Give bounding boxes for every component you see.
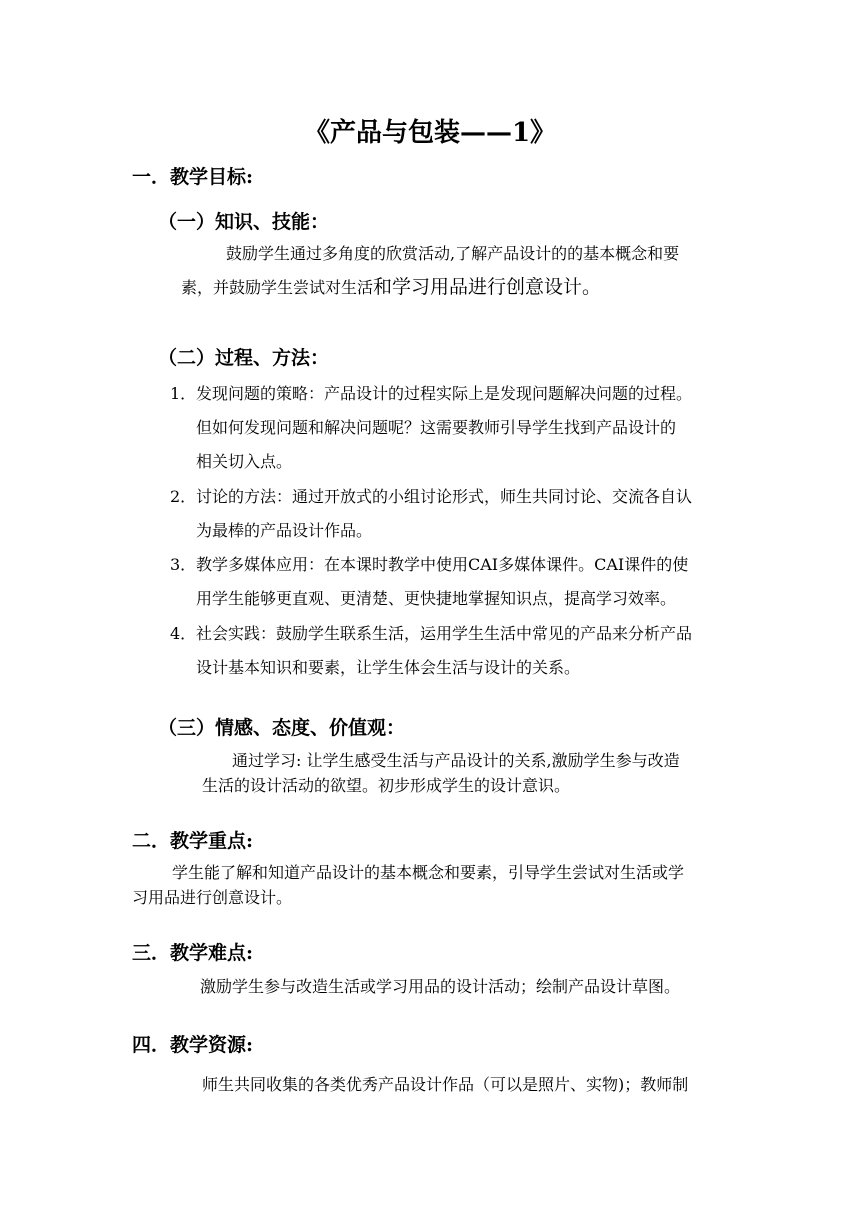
paragraph-line: 学生能了解和知道产品设计的基本概念和要素，引导学生尝试对生活或学 [172, 863, 685, 882]
list-item-line: 为最棒的产品设计作品。 [196, 521, 373, 540]
list-item-line: 用学生能够更直观、更清楚、更快捷地掌握知识点，提高学习效率。 [196, 589, 677, 608]
subsection-heading-attitudes-values: （三）情感、态度、价值观： [158, 717, 406, 739]
list-item-line: 社会实践：鼓励学生联系生活，运用学生生活中常见的产品来分析产品 [196, 624, 693, 643]
subsection-heading-process-methods: （二）过程、方法： [158, 347, 330, 369]
list-item-line: 讨论的方法：通过开放式的小组讨论形式，师生共同讨论、交流各自认 [196, 487, 693, 506]
paragraph-line [181, 272, 601, 299]
list-item-number: 3． [170, 555, 197, 574]
paragraph-line: 师生共同收集的各类优秀产品设计作品（可以是照片、实物)；教师制 [202, 1075, 689, 1094]
section-heading-teaching-goals: 一．教学目标: [132, 166, 254, 188]
section-heading-key-points: 二．教学重点: [132, 830, 254, 852]
subsection-heading-knowledge-skills: （一）知识、技能： [158, 211, 330, 233]
paragraph-text: 和学习用品进行创意设计。 [373, 276, 602, 298]
list-item-line: 教学多媒体应用：在本课时教学中使用CAI多媒体课件。CAI课件的使 [196, 555, 689, 574]
list-item-line: 但如何发现问题和解决问题呢？这需要教师引导学生找到产品设计的 [196, 418, 677, 437]
list-item-line: 发现问题的策略：产品设计的过程实际上是发现问题解决问题的过程。 [196, 384, 693, 403]
list-item-number: 1． [170, 384, 197, 403]
paragraph-line: 通过学习: 让学生感受生活与产品设计的关系,激励学生参与改造 [232, 751, 680, 770]
section-heading-resources: 四．教学资源: [132, 1034, 254, 1056]
paragraph-line: 习用品进行创意设计。 [132, 888, 293, 907]
paragraph-line: 生活的设计活动的欲望。初步形成学生的设计意识。 [202, 776, 571, 795]
paragraph-line: 鼓励学生通过多角度的欣赏活动,了解产品设计的的基本概念和要 [226, 244, 680, 263]
list-item-number: 4． [170, 624, 197, 643]
paragraph-text: 素，并鼓励学生尝试对生活 [181, 278, 374, 297]
section-heading-difficulties: 三．教学难点: [132, 942, 254, 964]
list-item-line: 设计基本知识和要素，让学生体会生活与设计的关系。 [196, 658, 581, 677]
list-item-line: 相关切入点。 [196, 452, 293, 471]
document-title: 《产品与包装——1》 [303, 118, 557, 148]
list-item-number: 2． [170, 487, 197, 506]
paragraph-line: 激励学生参与改造生活或学习用品的设计活动；绘制产品设计草图。 [200, 977, 681, 996]
